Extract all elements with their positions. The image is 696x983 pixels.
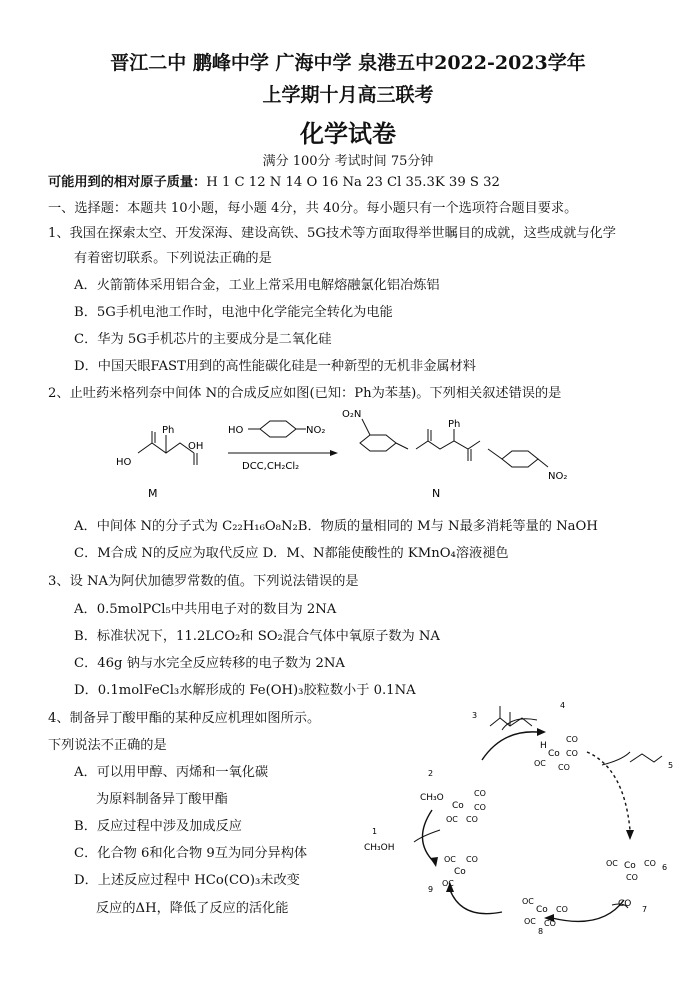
- c2-co-c: CO: [466, 815, 478, 824]
- q4-option-d-line1: D．上述反应过程中 HCo(CO)₃未改变: [74, 873, 300, 888]
- c8-co-metal: Co: [536, 905, 548, 915]
- compound-label-6: 6: [662, 863, 668, 872]
- exam-title-line2: 上学期十月高三联考: [262, 84, 434, 106]
- c9-oc-b: OC: [442, 879, 454, 888]
- c4-oc: OC: [534, 759, 546, 768]
- compound-label-4: 4: [560, 701, 566, 710]
- atomic-mass-label: 可能用到的相对原子质量：: [48, 175, 207, 190]
- q1-option-c: C．华为 5G手机芯片的主要成分是二氧化硅: [74, 332, 332, 347]
- c6-co-a: CO: [644, 859, 656, 868]
- cycle-arrowheads: [430, 728, 634, 922]
- compound-label-9: 9: [428, 885, 434, 894]
- c8-co-b: CO: [544, 919, 556, 928]
- section-heading: 一、选择题：本题共 10小题，每小题 4分，共 40分。每小题只有一个选项符合题目要求。: [48, 201, 578, 216]
- q3-option-a: A．0.5molPCl₅中共用电子对的数目为 2NA: [74, 602, 337, 617]
- atomic-mass-values: H 1 C 12 N 14 O 16 Na 23 Cl 35.3K 39 S 32: [206, 175, 500, 190]
- q4-option-c: C．化合物 6和化合物 9互为同分异构体: [74, 846, 308, 861]
- m-oh-label: OH: [188, 441, 204, 452]
- q3-stem: 3、设 NA为阿伏加德罗常数的值。下列说法错误的是: [48, 574, 359, 589]
- c9-oc: OC: [444, 855, 456, 864]
- c6-co-metal: Co: [624, 861, 636, 871]
- c9-co-metal: Co: [454, 867, 466, 877]
- compound-label-7: 7: [642, 905, 648, 914]
- q2-stem: 2、止吐药米格列奈中间体 N的合成反应如图(已知：Ph为苯基)。下列相关叙述错误的是: [48, 386, 562, 401]
- c8-co-a: CO: [556, 905, 568, 914]
- n-no2-label: NO₂: [548, 471, 568, 482]
- phenol-ho-label: HO: [228, 425, 244, 436]
- c7-co: CO: [618, 899, 632, 909]
- c2-ch3o: CH₃O: [420, 793, 444, 803]
- phenol-no2-label: NO₂: [306, 425, 326, 436]
- c2-oc: OC: [446, 815, 458, 824]
- q3-option-c: C．46g 钠与水完全反应转移的电子数为 2NA: [74, 656, 345, 671]
- n-ph-label: Ph: [448, 419, 461, 430]
- compound-label-5: 5: [668, 761, 674, 770]
- q1-option-d: D．中国天眼FAST用到的高性能碳化硅是一种新型的无机非金属材料: [74, 359, 476, 374]
- c6-co-b: CO: [626, 873, 638, 882]
- c4-co: Co: [548, 749, 560, 759]
- q3-option-d: D．0.1molFeCl₃水解形成的 Fe(OH)₃胶粒数小于 0.1NA: [74, 683, 416, 698]
- q1-option-b: B．5G手机电池工作时，电池中化学能完全转化为电能: [74, 305, 393, 320]
- n-label: N: [432, 487, 441, 500]
- methanol-in-arrow: [414, 830, 440, 842]
- q3-option-b: B．标准状况下，11.2LCO₂和 SO₂混合气体中氧原子数为 NA: [74, 629, 440, 644]
- q1-stem-line1: 1、我国在探索太空、开发深海、建设高铁、5G技术等方面取得举世瞩目的成就，这些成就与化学: [48, 226, 616, 241]
- c4-co-c: CO: [558, 763, 570, 772]
- q2-reaction-figure: [110, 405, 630, 505]
- c4-co-a: CO: [566, 735, 578, 744]
- subject-title: 化学试卷: [300, 119, 396, 148]
- c4-h: H: [540, 741, 547, 751]
- compound-label-2: 2: [428, 769, 434, 778]
- c9-co-a: CO: [466, 855, 478, 864]
- compound-label-8: 8: [538, 927, 544, 936]
- score-time: 满分 100分 考试时间 75分钟: [262, 154, 434, 169]
- q4-option-a-line2: 为原料制备异丁酸甲酯: [96, 792, 228, 807]
- c8-oc: OC: [522, 897, 534, 906]
- propene-skeleton: [630, 754, 662, 762]
- m-label: M: [148, 487, 158, 500]
- p-nitrophenol: [248, 421, 306, 437]
- c2-co-metal: Co: [452, 801, 464, 811]
- q4-stem-line1: 4、制备异丁酸甲酯的某种反应机理如图所示。: [48, 711, 321, 726]
- propene-in-arrow: [602, 752, 630, 765]
- reaction-arrow-head: [330, 450, 338, 456]
- c2-co-b: CO: [474, 803, 486, 812]
- q4-catalytic-cycle-figure: [362, 690, 692, 940]
- compound-label-1: 1: [372, 827, 378, 836]
- exam-title-line1: 晋江二中 鹏峰中学 广海中学 泉港五中2022-2023学年: [110, 52, 586, 74]
- c6-oc: OC: [606, 859, 618, 868]
- q2-option-c-d: C．M合成 N的反应为取代反应 D．M、N都能使酸性的 KMnO₄溶液褪色: [74, 546, 509, 561]
- n-o2n-label: O₂N: [342, 409, 362, 420]
- reagent-label: DCC,CH₂Cl₂: [242, 461, 300, 472]
- cycle-arrows: [422, 732, 630, 922]
- q4-stem-line2: 下列说法不正确的是: [48, 738, 167, 753]
- c4-co-b: CO: [566, 749, 578, 758]
- q2-option-a-b: A．中间体 N的分子式为 C₂₂H₁₆O₈N₂B．物质的量相同的 M与 N最多消耗等量的 NaOH: [74, 519, 598, 534]
- q4-option-a-line1: A．可以用甲醇、丙烯和一氧化碳: [74, 765, 269, 780]
- compound-label-3: 3: [472, 711, 478, 720]
- c1-methanol: CH₃OH: [364, 843, 395, 853]
- m-ho-label: HO: [116, 457, 132, 468]
- q1-stem-line2: 有着密切联系。下列说法正确的是: [74, 251, 272, 266]
- q4-option-b: B．反应过程中涉及加成反应: [74, 819, 242, 834]
- q4-option-d-line2: 反应的ΔH，降低了反应的活化能: [96, 901, 289, 916]
- c2-co-a: CO: [474, 789, 486, 798]
- atomic-mass-line: [48, 171, 500, 190]
- c8-oc-b: OC: [524, 917, 536, 926]
- q1-option-a: A．火箭箭体采用铝合金，工业上常采用电解熔融氯化铝冶炼铝: [74, 278, 440, 293]
- m-ph-label: Ph: [162, 425, 175, 436]
